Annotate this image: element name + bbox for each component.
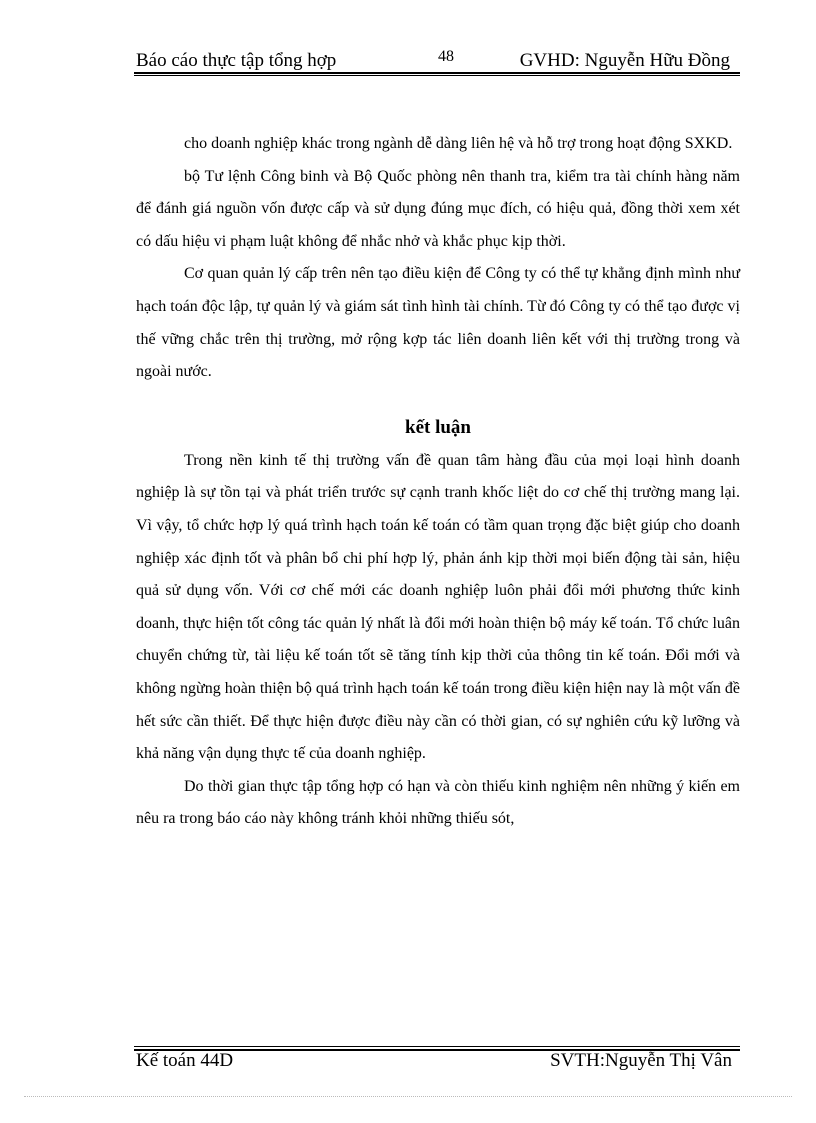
document-body: [136, 128, 740, 836]
page-number: 48: [438, 48, 454, 65]
page-footer: [134, 1050, 740, 1078]
paragraph: cho doanh nghiệp khác trong ngành dễ dàng liên hệ và hỗ trợ trong hoạt động SXKD.: [184, 135, 733, 152]
page-edge-dots: [24, 1096, 792, 1097]
header-rule-thin: [134, 75, 740, 76]
header-advisor: GVHD: Nguyễn Hữu Đồng: [519, 50, 730, 71]
section-title: kết luận: [405, 416, 471, 438]
page-header: [134, 48, 740, 72]
footer-rule-thin: [134, 1046, 740, 1047]
header-report-title: Báo cáo thực tập tổng hợp: [136, 50, 337, 71]
paragraph: Trong nền kinh tế thị trường vấn đề quan tâm hàng đầu của mọi loại hình doanh nghiệp là sự tồn tại và phát triển trước sự cạnh tranh khốc liệt do cơ chế thị trường mang lại. Vì vậy, tổ chức hợp lý quá trình hạch toán kế toán có tầm quan trọng đặc biệt giúp cho doanh nghiệp xác định tốt và phân bổ chi phí hợp lý, phản ánh kịp thời mọi biến động tài sản, hiệu quả sử dụng vốn. Với cơ chế mới các doanh nghiệp luôn phải đổi mới phương thức kinh doanh, thực hiện tốt công tác quản lý nhất là đổi mới hoàn thiện bộ máy kế toán. Tổ chức luân chuyển chứng từ, tài liệu kế toán tốt sẽ tăng tính kịp thời của thông tin kế toán. Đổi mới và không ngừng hoàn thiện bộ quá trình hạch toán kế toán trong điều kiện hiện nay là một vấn đề hết sức cần thiết. Để thực hiện được điều này cần có thời gian, có sự nghiên cứu kỹ lưỡng và khả năng vận dụng thực tế của doanh nghiệp.: [136, 451, 740, 763]
paragraph: Do thời gian thực tập tổng hợp có hạn và còn thiếu kinh nghiệm nên những ý kiến em nêu ra trong báo cáo này không tránh khỏi những thiếu sót,: [136, 777, 740, 828]
header-rule: [134, 72, 740, 74]
paragraph: bộ Tư lệnh Công binh và Bộ Quốc phòng nên thanh tra, kiểm tra tài chính hàng năm để đánh giá nguồn vốn được cấp và sử dụng đúng mục đích, có hiệu quả, đồng thời xem xét có dấu hiệu vi phạm luật không để nhắc nhở và khắc phục kịp thời.: [136, 167, 740, 250]
paragraph: Cơ quan quản lý cấp trên nên tạo điều kiện để Công ty có thể tự khẳng định mình như hạch toán độc lập, tự quản lý và giám sát tình hình tài chính. Từ đó Công ty có thể tạo được vị thế vững chắc trên thị trường, mở rộng kợp tác liên doanh liên kết với thị trường trong và ngoài nước.: [136, 265, 740, 381]
footer-class: Kế toán 44D: [136, 1050, 234, 1071]
footer-student: SVTH:Nguyễn Thị Vân: [550, 1050, 732, 1071]
